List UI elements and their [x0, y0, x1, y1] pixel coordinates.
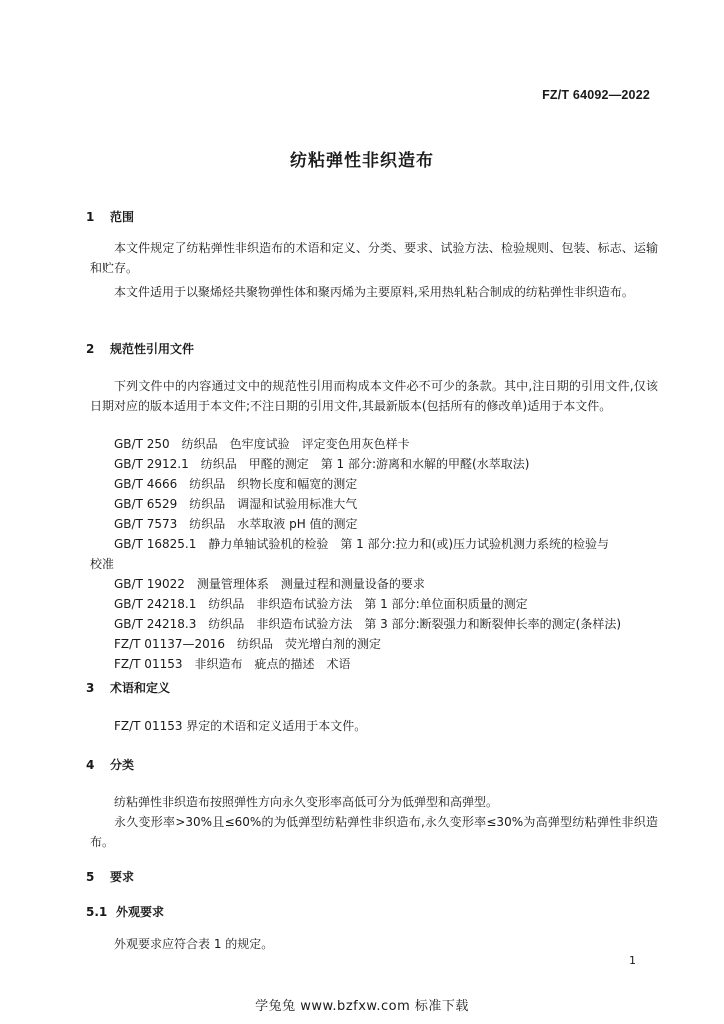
- section-number: 3: [86, 681, 95, 695]
- subsection-number: 5.1: [86, 905, 108, 919]
- reference-item: GB/T 24218.3 纺织品 非织造布试验方法 第 3 部分:断裂强力和断裂伸长率的测定(条样法): [114, 617, 622, 631]
- reference-item: GB/T 6529 纺织品 调湿和试验用标准大气: [114, 497, 358, 511]
- document-title: 纺粘弹性非织造布: [290, 151, 434, 171]
- standard-code: FZ/T 64092—2022: [542, 88, 650, 102]
- page-number: 1: [629, 954, 636, 967]
- reference-item: GB/T 2912.1 纺织品 甲醛的测定 第 1 部分:游离和水解的甲醛(水萃取法): [114, 457, 530, 471]
- reference-item-continuation: 校准: [90, 557, 115, 571]
- section-5-1-paragraph-1: 外观要求应符合表 1 的规定。: [114, 937, 274, 951]
- reference-item: GB/T 19022 测量管理体系 测量过程和测量设备的要求: [114, 577, 425, 591]
- reference-item: GB/T 4666 纺织品 织物长度和幅宽的测定: [114, 477, 358, 491]
- section-5-1-heading: [86, 902, 164, 922]
- section-title: 术语和定义: [110, 681, 171, 695]
- reference-item: GB/T 7573 纺织品 水萃取液 pH 值的测定: [114, 517, 358, 531]
- section-4-paragraph-1: 纺粘弹性非织造布按照弹性方向永久变形率高低可分为低弹型和高弹型。: [114, 795, 499, 809]
- section-number: 1: [86, 210, 95, 224]
- section-2-intro: 下列文件中的内容通过文中的规范性引用而构成本文件必不可少的条款。其中,注日期的引用文件,仅该日期对应的版本适用于本文件;不注日期的引用文件,其最新版本(包括所有的修改单)适用于本文件。: [90, 379, 658, 413]
- section-4-heading: [86, 755, 134, 775]
- subsection-title: 外观要求: [116, 905, 165, 919]
- section-5-heading: [86, 867, 134, 887]
- section-number: 5: [86, 870, 95, 884]
- reference-list: [90, 434, 658, 674]
- reference-item: GB/T 250 纺织品 色牢度试验 评定变色用灰色样卡: [114, 437, 410, 451]
- reference-item: FZ/T 01153 非织造布 疵点的描述 术语: [114, 657, 351, 671]
- section-1-paragraph-2: 本文件适用于以聚烯烃共聚物弹性体和聚丙烯为主要原料,采用热轧粘合制成的纺粘弹性非织造布。: [114, 285, 634, 299]
- section-1-heading: [86, 207, 134, 227]
- section-title: 范围: [110, 210, 135, 224]
- section-title: 要求: [110, 870, 135, 884]
- reference-item: GB/T 16825.1 静力单轴试验机的检验 第 1 部分:拉力和(或)压力试验机测力系统的检验与: [114, 537, 610, 551]
- section-3-heading: [86, 678, 170, 698]
- reference-item: GB/T 24218.1 纺织品 非织造布试验方法 第 1 部分:单位面积质量的测定: [114, 597, 528, 611]
- section-number: 4: [86, 758, 95, 772]
- section-2-heading: [86, 339, 194, 359]
- section-title: 分类: [110, 758, 135, 772]
- section-4-paragraph-2: 永久变形率>30%且≤60%的为低弹型纺粘弹性非织造布,永久变形率≤30%为高弹型纺粘弹性非织造布。: [90, 815, 658, 849]
- reference-item: FZ/T 01137—2016 纺织品 荧光增白剂的测定: [114, 637, 382, 651]
- watermark-footer: 学兔兔 www.bzfxw.com 标准下载: [255, 999, 469, 1014]
- section-3-paragraph-1: FZ/T 01153 界定的术语和定义适用于本文件。: [114, 719, 367, 733]
- section-number: 2: [86, 342, 95, 356]
- section-1-paragraph-1: 本文件规定了纺粘弹性非织造布的术语和定义、分类、要求、试验方法、检验规则、包装、标志、运输和贮存。: [90, 241, 658, 275]
- section-title: 规范性引用文件: [110, 342, 195, 356]
